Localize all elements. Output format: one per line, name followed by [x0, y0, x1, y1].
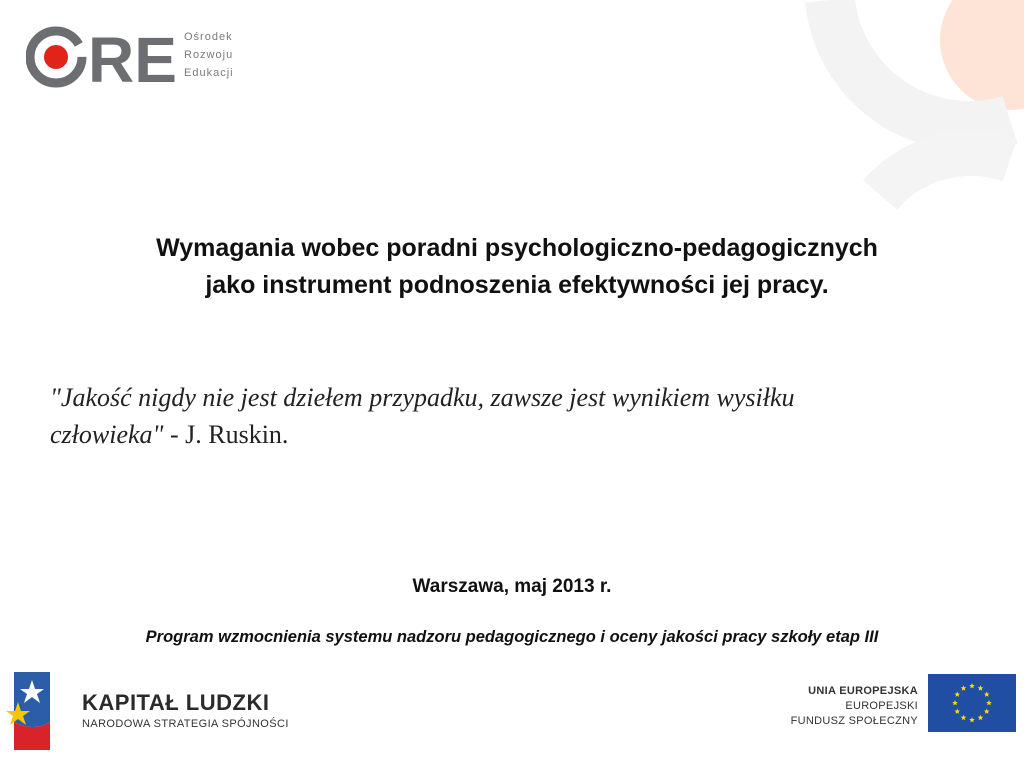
ore-logo-subtitle [184, 28, 234, 82]
ore-logo-letters: RE [88, 24, 177, 94]
deco-arc-middle [880, 153, 1010, 195]
kapital-ludzki-logo-icon [4, 662, 60, 754]
deco-circle-peach [940, 0, 1024, 110]
eu-flag-icon [928, 674, 1016, 732]
kapital-ludzki-subtitle: NARODOWA STRATEGIA SPÓJNOŚCI [82, 718, 289, 730]
ore-subtitle-line2: Rozwoju [184, 49, 234, 61]
quote-author: - J. Ruskin. [163, 420, 289, 449]
eu-line1: UNIA EUROPEJSKA [808, 685, 918, 697]
eu-text [791, 684, 918, 729]
eu-line2: EUROPEJSKI [845, 700, 918, 712]
quote-text-line1: "Jakość nigdy nie jest dziełem przypadku, zawsze jest wynikiem wysiłku [50, 383, 795, 412]
kapital-ludzki-text [82, 690, 289, 730]
eu-line3: FUNDUSZ SPOŁECZNY [790, 715, 918, 727]
place-date: Warszawa, maj 2013 r. [412, 576, 612, 597]
ore-subtitle-line1: Ośrodek [184, 31, 233, 43]
ore-subtitle-line3: Edukacji [184, 67, 234, 79]
title-line1: Wymagania wobec poradni psychologiczno-pedagogicznych [156, 234, 878, 262]
program-name: Program wzmocnienia systemu nadzoru pedagogicznego i oceny jakości pracy szkoły etap III [145, 628, 879, 646]
ore-logo-dot [44, 45, 68, 69]
title-line2: jako instrument podnoszenia efektywności jej pracy. [205, 271, 829, 299]
page-title [30, 230, 1004, 304]
kapital-ludzki-title: KAPITAŁ LUDZKI [82, 690, 270, 715]
quote [50, 379, 950, 453]
eu-flag-bg [928, 674, 1016, 732]
quote-text-line2: człowieka" [50, 420, 164, 449]
